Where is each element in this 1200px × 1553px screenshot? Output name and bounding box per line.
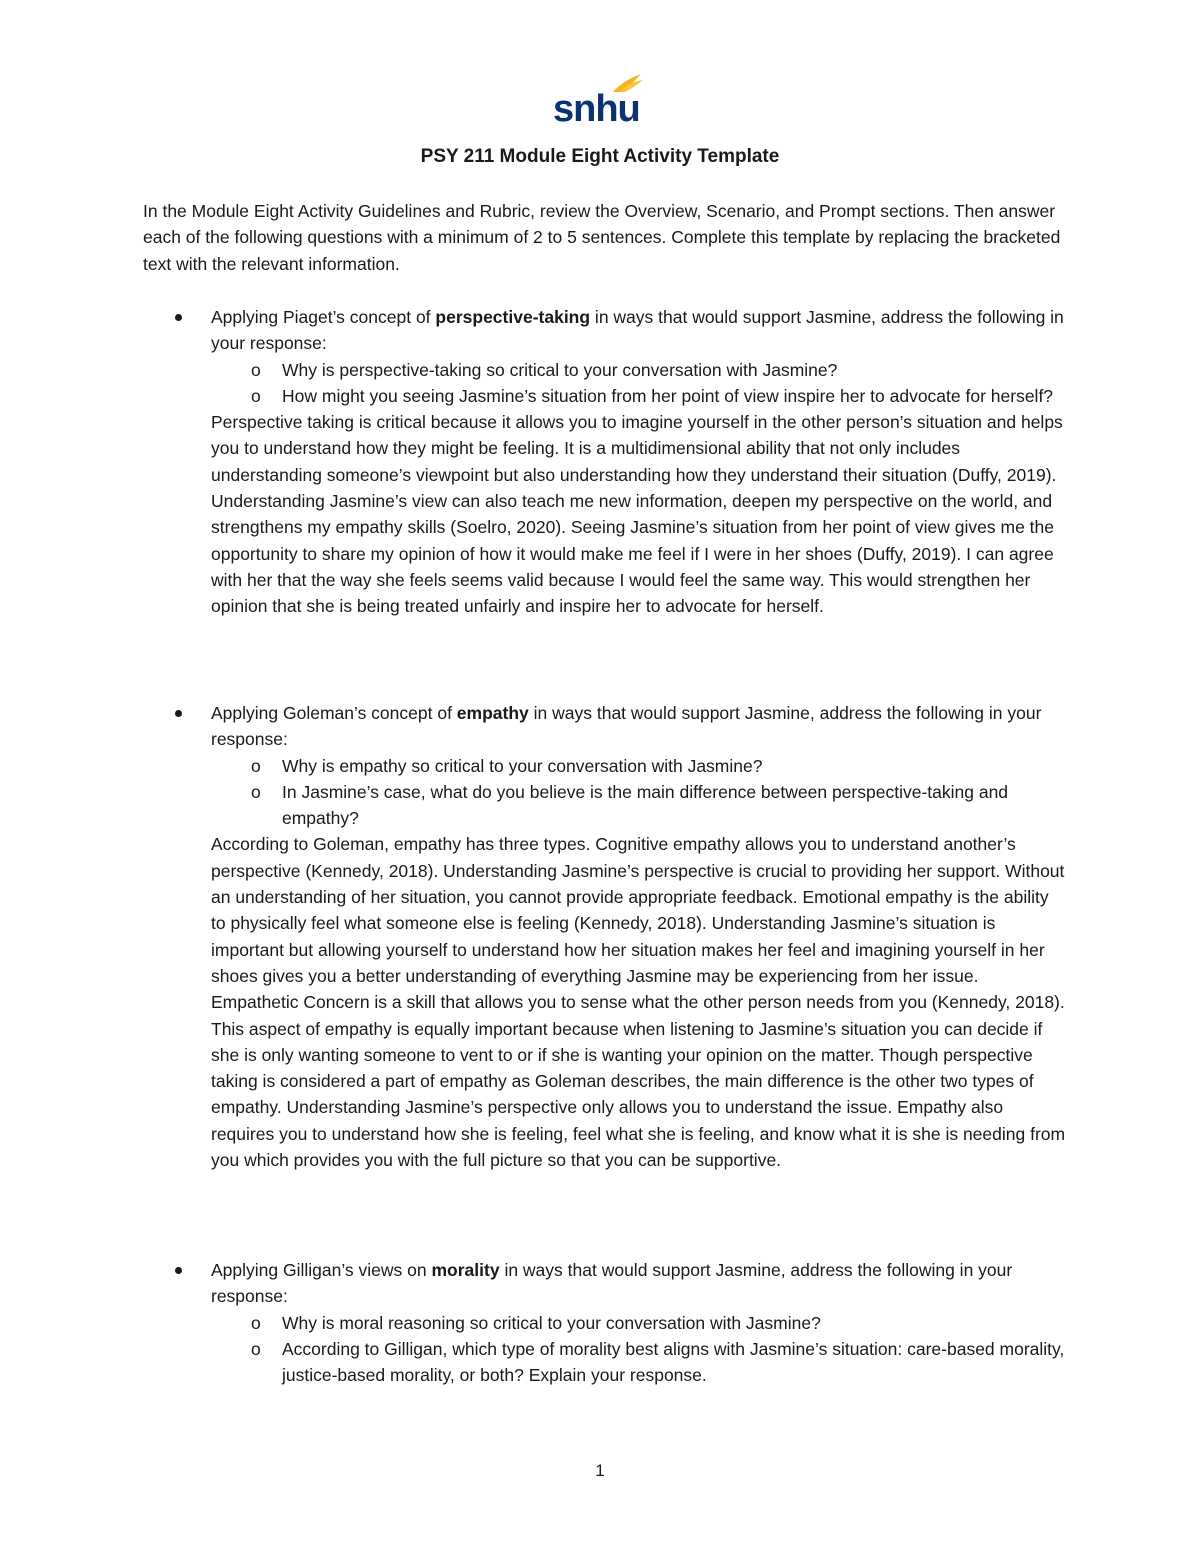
bullet-icon: [175, 314, 182, 321]
key-concept: morality: [431, 1260, 500, 1280]
sub-question: o Why is empathy so critical to your conversation with Jasmine?: [143, 753, 1068, 779]
sub-question: o Why is perspective-taking so critical to your conversation with Jasmine?: [143, 357, 1068, 383]
key-concept: perspective-taking: [435, 307, 591, 327]
section-prompt: Applying Gilligan’s views on morality in ways that would support Jasmine, address the following in your response:: [143, 1257, 1068, 1310]
section-morality: [143, 1257, 1068, 1388]
document-title: PSY 211 Module Eight Activity Template: [420, 146, 780, 167]
bullet-icon: [175, 710, 182, 717]
section-empathy: [143, 700, 1068, 1173]
sub-bullet-icon: o: [251, 755, 261, 776]
bullet-icon: [175, 1267, 182, 1274]
key-concept: empathy: [456, 703, 529, 723]
sub-bullet-icon: o: [251, 1312, 261, 1333]
sub-bullet-icon: o: [251, 359, 261, 380]
sub-question: o In Jasmine’s case, what do you believe is the main difference between perspective-taking and empathy?: [143, 779, 1068, 832]
sub-bullet-icon: o: [251, 1338, 261, 1359]
answer-paragraph: According to Goleman, empathy has three types. Cognitive empathy allows you to understand another’s perspective (Kennedy, 2018). Understanding Jasmine’s perspective is crucial to providing her support. Without an understanding of her situation, you cannot provide appropriate feedback. Emotional empathy is the ability to physically feel what someone else is feeling (Kennedy, 2018). Understanding Jasmine’s situation is important but allowing yourself to understand how her situation makes her feel and imagining yourself in her shoes gives you a better understanding of everything Jasmine may be experiencing from her issue. Empathetic Concern is a skill that allows you to sense what the other person needs from you (Kennedy, 2018). This aspect of empathy is equally important because when listening to Jasmine’s situation you can decide if she is only wanting someone to vent to or if she is wanting your opinion on the matter. Though perspective taking is considered a part of empathy as Goleman describes, the main difference is the other two types of empathy. Understanding Jasmine’s perspective only allows you to understand the issue. Empathy also requires you to understand how she is feeling, feel what she is feeling, and know what it is she is needing from you which provides you with the full picture so that you can be supportive.: [211, 834, 1066, 1171]
sub-bullet-icon: o: [251, 781, 261, 802]
intro-paragraph: In the Module Eight Activity Guidelines and Rubric, review the Overview, Scenario, and Prompt sections. Then answer each of the following questions with a minimum of 2 to 5 sentences. Complete this template by replacing the bracketed text with the relevant information.: [143, 201, 1061, 274]
section-prompt: Applying Piaget’s concept of perspective-taking in ways that would support Jasmine, address the following in your response:: [143, 304, 1068, 357]
snhu-logo: [553, 72, 653, 130]
logo-wordmark: snhu: [553, 88, 640, 130]
answer-paragraph: Perspective taking is critical because it allows you to imagine yourself in the other person’s situation and helps you to understand how they might be feeling. It is a multidimensional ability that not only includes understanding someone’s viewpoint but also understanding how they understand their situation (Duffy, 2019). Understanding Jasmine’s view can also teach me new information, deepen my perspective on the world, and strengthens my empathy skills (Soelro, 2020). Seeing Jasmine’s situation from her point of view gives me the opportunity to share my opinion of how it would make me feel if I were in her shoes (Duffy, 2019). I can agree with her that the way she feels seems valid because I would feel the same way. This would strengthen her opinion that she is being treated unfairly and inspire her to advocate for herself.: [211, 412, 1063, 617]
sub-question: o Why is moral reasoning so critical to your conversation with Jasmine?: [143, 1310, 1068, 1336]
sub-bullet-icon: o: [251, 385, 261, 406]
sub-question: o How might you seeing Jasmine’s situation from her point of view inspire her to advocate for herself?: [143, 383, 1068, 409]
page-number: 1: [595, 1461, 605, 1480]
sub-question: o According to Gilligan, which type of morality best aligns with Jasmine’s situation: care-based morality, justice-based morality, or both? Explain your response.: [143, 1336, 1068, 1389]
section-prompt: Applying Goleman’s concept of empathy in ways that would support Jasmine, address the following in your response:: [143, 700, 1068, 753]
section-perspective-taking: [143, 304, 1068, 620]
